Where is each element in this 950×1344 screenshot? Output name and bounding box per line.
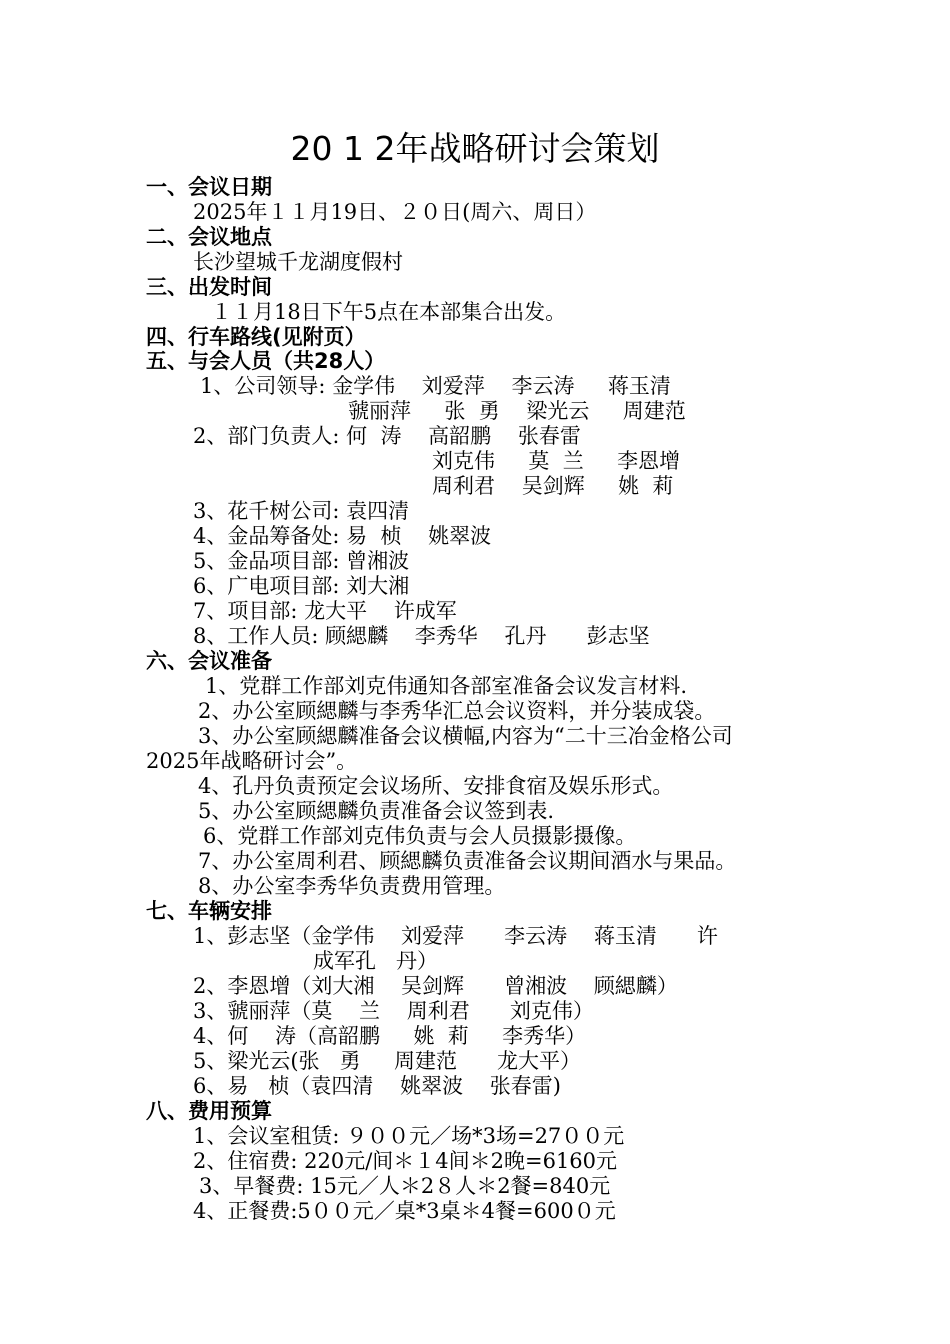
attendee-line: 1、公司领导: 金学伟 刘爱萍 李云涛 蒋玉清	[200, 374, 671, 398]
attendee-line: 3、花千树公司: 袁四清	[193, 499, 410, 523]
section-heading-departure: 三、出发时间	[146, 275, 272, 299]
vehicle-line: 2、李恩增（刘大湘 吴剑辉 曾湘波 顾緦麟）	[193, 974, 678, 998]
budget-line: 4、正餐费:5００元／桌*3桌＊4餐=600０元	[193, 1199, 616, 1223]
vehicle-line: 1、彭志坚（金学伟 刘爱萍 李云涛 蒋玉清 许	[193, 924, 718, 948]
attendee-line: 2、部门负责人: 何 涛 高韶鹏 张春雷	[193, 424, 581, 448]
section-heading-date: 一、会议日期	[146, 175, 272, 199]
section-heading-attendees: 五、与会人员（共28人）	[146, 349, 386, 373]
budget-line: 3、早餐费: 15元／人＊2８人＊2餐=840元	[199, 1174, 611, 1198]
meeting-location-text: 长沙望城千龙湖度假村	[193, 250, 403, 274]
preparation-line: 4、孔丹负责预定会议场所、安排食宿及娱乐形式。	[198, 774, 674, 798]
preparation-line: 6、党群工作部刘克伟负责与会人员摄影摄像。	[203, 824, 637, 848]
vehicle-line: 6、易 桢（袁四清 姚翠波 张春雷)	[193, 1074, 561, 1098]
preparation-line: 7、办公室周利君、顾緦麟负责准备会议期间酒水与果品。	[198, 849, 737, 873]
section-heading-vehicles: 七、车辆安排	[146, 899, 272, 923]
attendee-line: 7、项目部: 龙大平 许成军	[193, 599, 457, 623]
budget-line: 1、会议室租赁: ９００元／场*3场=27００元	[193, 1124, 625, 1148]
attendee-line: 4、金品筹备处: 易 桢 姚翠波	[193, 524, 492, 548]
preparation-line: 1、党群工作部刘克伟通知各部室准备会议发言材料.	[205, 674, 688, 698]
section-heading-location: 二、会议地点	[146, 225, 272, 249]
meeting-date-text: 2025年１１月19日、２０日(周六、周日）	[193, 200, 597, 224]
budget-line: 2、住宿费: 220元/间＊１4间＊2晚=6160元	[193, 1149, 618, 1173]
vehicle-line: 成军孔 丹）	[313, 949, 439, 973]
vehicle-line: 5、梁光云(张 勇 周建范 龙大平）	[193, 1049, 582, 1073]
preparation-line: 2、办公室顾緦麟与李秀华汇总会议资料，并分装成袋。	[198, 699, 716, 723]
attendee-line: 刘克伟 莫 兰 李恩增	[432, 449, 681, 473]
preparation-line: 8、办公室李秀华负责费用管理。	[198, 874, 506, 898]
document-title: 20 1 2年战略研讨会策划	[290, 129, 660, 168]
section-heading-preparation: 六、会议准备	[146, 649, 272, 673]
attendee-line: 周利君 吴剑辉 姚 莉	[432, 474, 674, 498]
attendee-line: 5、金品项目部: 曾湘波	[193, 549, 410, 573]
vehicle-line: 4、何 涛（高韶鹏 姚 莉 李秀华）	[193, 1024, 587, 1048]
attendee-line: 6、广电项目部: 刘大湘	[193, 574, 410, 598]
section-heading-route: 四、行车路线(见附页）	[146, 325, 366, 349]
preparation-line: 3、办公室顾緦麟准备会议横幅,内容为“二十三冶金格公司	[198, 724, 733, 748]
preparation-line: 5、办公室顾緦麟负责准备会议签到表.	[198, 799, 555, 823]
departure-time-text: １１月18日下午5点在本部集合出发。	[211, 300, 567, 324]
section-heading-budget: 八、费用预算	[146, 1099, 272, 1123]
attendee-line: 8、工作人员: 顾緦麟 李秀华 孔丹 彭志坚	[193, 624, 650, 648]
attendee-line: 虢丽萍 张 勇 梁光云 周建范	[348, 399, 686, 423]
vehicle-line: 3、虢丽萍（莫 兰 周利君 刘克伟）	[193, 999, 594, 1023]
preparation-line: 2025年战略研讨会”。	[146, 749, 358, 773]
